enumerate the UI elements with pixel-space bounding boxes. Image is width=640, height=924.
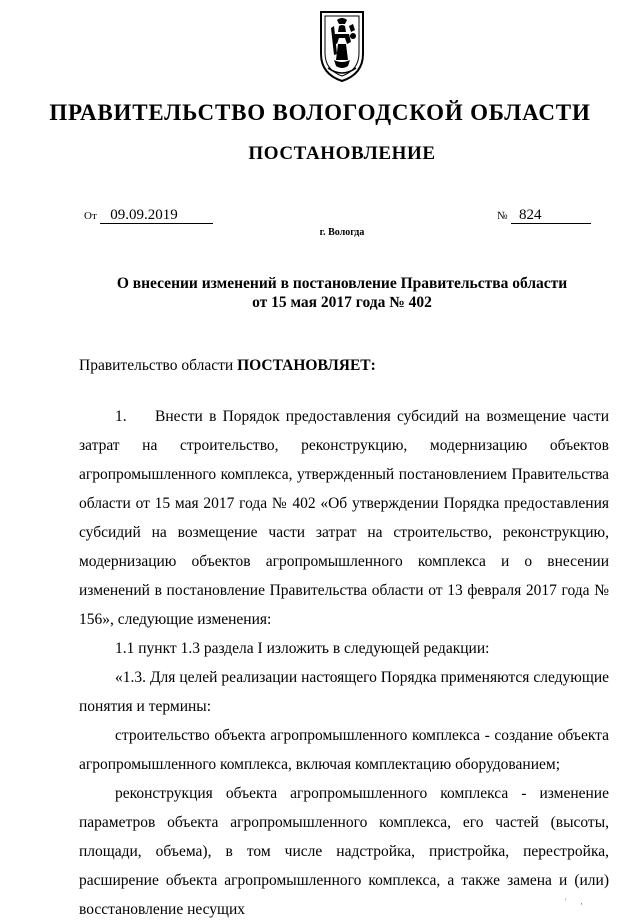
number-field — [497, 208, 591, 224]
number-label: № — [497, 210, 508, 222]
document-subject — [0, 274, 640, 312]
date-value: 09.09.2019 — [100, 208, 213, 224]
page-marks: ' , — [565, 897, 589, 906]
resolves-statement — [79, 357, 376, 375]
paragraph-5: реконструкция объекта агропромышленного комплекса - изменение параметров объекта агропромышленного комплекса, его частей (высоты, площади, объема), в том числе надстройка, пристройка, перестройка, расширение объекта агропромышленного комплекса, а также замена и (или) восстановление несущих — [79, 785, 609, 918]
paragraph-1 — [79, 402, 609, 634]
subject-line-1: О внесении изменений в постановление Правительства области — [116, 275, 568, 292]
coat-of-arms-emblem — [317, 8, 367, 84]
paragraph-3: «1.3. Для целей реализации настоящего Порядка применяются следующие понятия и термины: — [79, 669, 609, 715]
number-value: 824 — [511, 208, 591, 224]
government-title: ПРАВИТЕЛЬСТВО ВОЛОГОДСКОЙ ОБЛАСТИ — [49, 100, 591, 125]
subject-line-2: от 15 мая 2017 года № 402 — [252, 294, 432, 311]
resolves-verb: ПОСТАНОВЛЯЕТ: — [237, 357, 376, 374]
paragraph-4: строительство объекта агропромышленного комплекса - создание объекта агропромышленного комплекса, включая комплектацию оборудованием; — [79, 727, 609, 773]
paragraph-2: 1.1 пункт 1.3 раздела I изложить в следующей редакции: — [115, 640, 490, 657]
document-type: ПОСТАНОВЛЕНИЕ — [248, 143, 436, 164]
document-body — [79, 402, 609, 924]
paragraph-number: 1. — [115, 408, 127, 425]
date-field — [84, 208, 213, 224]
paragraph-1-text: Внести в Порядок предоставления субсидий на возмещение части затрат на строительство, реконструкцию, модернизацию объектов агропромышленного комплекса, утвержденный постановлением Правительства области от 15 мая 2017 года № 402 «Об утверждении Порядка предоставления субсидий на возмещение части затрат на строительство, реконструкцию, модернизацию объектов агропромышленного комплекса и о внесении изменений в постановление Правительства области от 13 февраля 2017 года № 156», следующие изменения: — [79, 408, 609, 628]
date-label: От — [84, 210, 97, 222]
resolves-prefix: Правительство области — [79, 357, 238, 374]
city-label: г. Вологда — [319, 227, 365, 238]
